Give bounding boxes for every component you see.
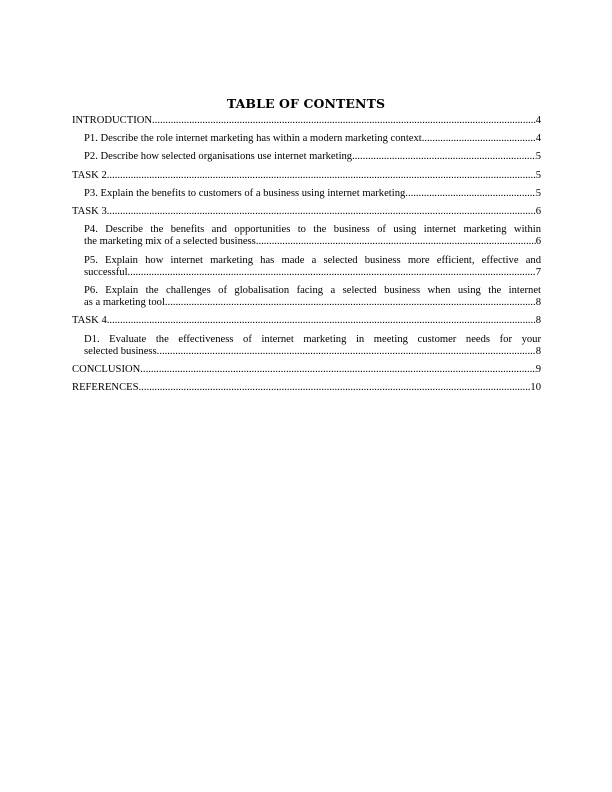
toc-entry-p5[interactable]	[72, 255, 541, 279]
toc-page-number: 4	[535, 133, 541, 145]
toc-page-number: 7	[535, 266, 541, 278]
toc-entry-task-4[interactable]	[72, 315, 541, 327]
toc-entry-text: as a marketing tool	[84, 297, 165, 309]
toc-entry-task-2[interactable]	[72, 170, 541, 182]
toc-entry-text: TASK 4	[72, 315, 107, 327]
toc-entry-p4[interactable]	[72, 224, 541, 248]
toc-entry-text-line1: D1. Evaluate the effectiveness of internet marketing in meeting customer needs for your	[84, 333, 541, 345]
toc-page-number: 8	[535, 297, 541, 309]
dot-leader	[165, 297, 536, 309]
toc-entry-p6[interactable]	[72, 285, 541, 309]
toc-entry-text-line1: P5. Explain how internet marketing has made a selected business more efficient, effective and	[84, 254, 541, 266]
dot-leader	[157, 346, 536, 358]
toc-title: TABLE OF CONTENTS	[226, 96, 386, 111]
toc-entry-text: CONCLUSION	[72, 364, 141, 376]
dot-leader	[128, 267, 536, 279]
toc-entry-text: TASK 2	[72, 169, 107, 181]
toc-entry-p2[interactable]	[72, 151, 541, 163]
dot-leader	[139, 382, 531, 394]
toc-entry-text: the marketing mix of a selected business	[84, 236, 256, 248]
dot-leader	[422, 133, 536, 145]
toc-page-number: 8	[535, 315, 541, 327]
toc-entry-text: successful	[84, 266, 128, 278]
dot-leader	[152, 115, 536, 127]
toc-page-number: 10	[530, 382, 541, 394]
toc-entry-text: P2. Describe how selected organisations use internet marketing	[84, 151, 353, 163]
toc-page-number: 5	[535, 151, 541, 163]
toc-entry-text: TASK 3	[72, 206, 107, 218]
toc-entry-task-3[interactable]	[72, 206, 541, 218]
dot-leader	[107, 170, 536, 182]
toc-page-number: 9	[535, 364, 541, 376]
toc-entry-p1[interactable]	[72, 133, 541, 145]
toc-page-number: 8	[535, 345, 541, 357]
dot-leader	[107, 315, 536, 327]
toc-entry-text: P3. Explain the benefits to customers of a business using internet marketing	[84, 187, 406, 199]
toc-entry-text: INTRODUCTION	[72, 115, 153, 126]
toc-page-number: 4	[535, 115, 541, 126]
toc-entry-text: selected business	[84, 345, 157, 357]
toc-entry-text: P1. Describe the role internet marketing has within a modern marketing context	[84, 133, 422, 145]
toc-page-number: 6	[535, 206, 541, 218]
toc-entry-introduction[interactable]	[72, 115, 541, 127]
toc-entry-text-line1: P6. Explain the challenges of globalisation facing a selected business when using the internet	[84, 285, 541, 297]
dot-leader	[140, 364, 535, 376]
toc-entry-p3[interactable]	[72, 188, 541, 200]
table-of-contents	[72, 115, 541, 400]
toc-entry-conclusion[interactable]	[72, 364, 541, 376]
toc-page-number: 6	[535, 236, 541, 248]
toc-entry-text: REFERENCES	[72, 382, 139, 394]
dot-leader	[107, 206, 536, 218]
toc-page-number: 5	[535, 169, 541, 181]
dot-leader	[352, 151, 536, 163]
dot-leader	[405, 188, 535, 200]
dot-leader	[256, 236, 536, 248]
toc-page-number: 5	[535, 187, 541, 199]
toc-entry-references[interactable]	[72, 382, 541, 394]
toc-entry-d1[interactable]	[72, 334, 541, 358]
toc-entry-text-line1: P4. Describe the benefits and opportunities to the business of using internet marketing within	[84, 224, 541, 236]
